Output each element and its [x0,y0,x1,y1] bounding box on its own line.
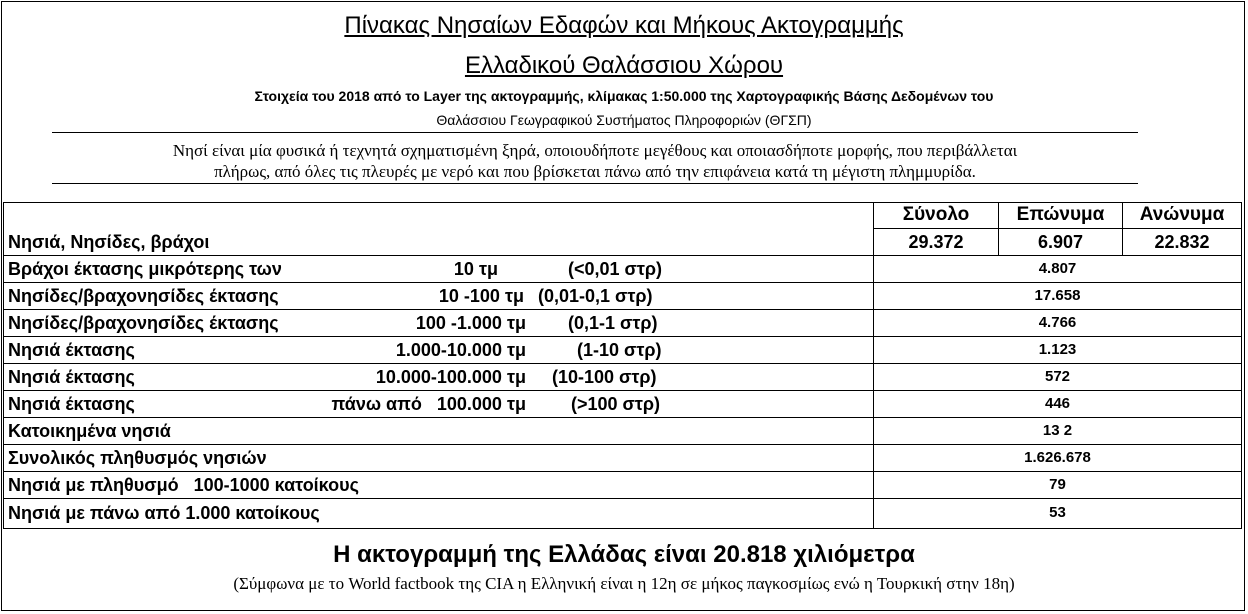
row-label: Νησιά έκτασης [8,340,135,360]
table-line [3,363,1242,364]
coastline-statement: Η ακτογραμμή της Ελλάδας είναι 20.818 χιλιόμετρα [333,541,915,568]
table-line [3,282,1242,283]
table-line [3,202,4,528]
row-value: 13 2 [1042,422,1073,439]
row-area: (1-10 στρ) [577,340,662,360]
row-label: Νησιά με πληθυσμό 100-1000 κατοίκους [8,475,359,495]
definition-box [52,132,1138,184]
table-line [1241,202,1242,528]
subtitle-line-2: Θαλάσσιου Γεωγραφικού Συστήματος Πληροφοριών (ΘΓΣΠ) [436,112,812,128]
table-line [3,309,1242,310]
table-line [3,202,1242,203]
table-line [3,417,1242,418]
row-range: πάνω από 100.000 τμ [331,394,526,414]
row-area: (10-100 στρ) [552,367,657,387]
header-unnamed: Ανώνυμα [1139,204,1225,225]
value-named: 6.907 [1037,232,1084,252]
row-value: 79 [1049,476,1066,493]
value-total: 29.372 [908,232,964,252]
row-label: Κατοικημένα νησιά [8,421,171,441]
definition-line-1: Νησί είναι μία φυσικά ή τεχνητά σχηματισμένη ξηρά, οποιουδήποτε μεγέθους και οποιασδήποτε μορφής, που περιβάλλεται [172,141,1018,160]
row-area: (<0,01 στρ) [568,259,663,279]
row-range: 10 -100 τμ [438,286,524,306]
row-value: 572 [1044,368,1071,385]
row-range: 10 τμ [453,259,498,279]
row-value: 17.658 [1034,287,1081,304]
subtitle-line-1: Στοιχεία του 2018 από το Layer της ακτογραμμής, κλίμακας 1:50.000 της Χαρτογραφικής Βάσης Δεδομένων του [254,88,994,104]
row-range: 1.000-10.000 τμ [395,340,526,360]
row-range: 100 -1.000 τμ [415,313,526,333]
header-total: Σύνολο [902,204,970,225]
row-value: 1.626.678 [1024,449,1091,466]
title-line-1: Πίνακας Νησαίων Εδαφών και Μήκους Ακτογραμμής [344,12,904,39]
definition-line-2: πλήρως, από όλες τις πλευρές με νερό και που βρίσκεται πάνω από την επιφάνεια κατά τη μέγιστη πλημμυρίδα. [214,162,976,181]
table-line [3,444,1242,445]
row-label: Συνολικός πληθυσμός νησιών [8,448,267,468]
value-unnamed: 22.832 [1154,232,1210,252]
row-value: 446 [1044,395,1071,412]
table-line [3,255,1242,256]
table-line [3,390,1242,391]
table-line [3,498,1242,499]
row-label: Νησιά με πάνω από 1.000 κατοίκους [8,503,320,523]
row-label: Νησίδες/βραχονησίδες έκτασης [8,286,279,306]
row-label-islands-total: Νησιά, Νησίδες, βράχοι [8,232,210,252]
row-area: (0,1-1 στρ) [568,313,658,333]
row-label: Νησιά έκτασης [8,367,135,387]
title-line-2: Ελλαδικού Θαλάσσιου Χώρου [464,52,784,79]
row-label: Βράχοι έκτασης μικρότερης των [8,259,282,279]
row-area: (>100 στρ) [571,394,661,414]
row-value: 4.766 [1038,314,1077,331]
row-area: (0,01-0,1 στρ) [538,286,653,306]
row-value: 4.807 [1038,260,1077,277]
row-value: 1.123 [1038,341,1077,358]
table-line [3,471,1242,472]
row-label: Νησιά έκτασης [8,394,135,414]
coastline-note: (Σύμφωνα με το World factbook της CIA η Ελληνική είναι η 12η σε μήκος παγκοσμίως ενώ η Τουρκική στην 18η) [233,574,1015,593]
row-range: 10.000-100.000 τμ [375,367,526,387]
header-named: Επώνυμα [1016,204,1105,225]
table-line [3,528,1242,529]
table-line [874,228,1242,229]
table-line [3,336,1242,337]
row-label: Νησίδες/βραχονησίδες έκτασης [8,313,279,333]
row-value: 53 [1049,504,1066,521]
